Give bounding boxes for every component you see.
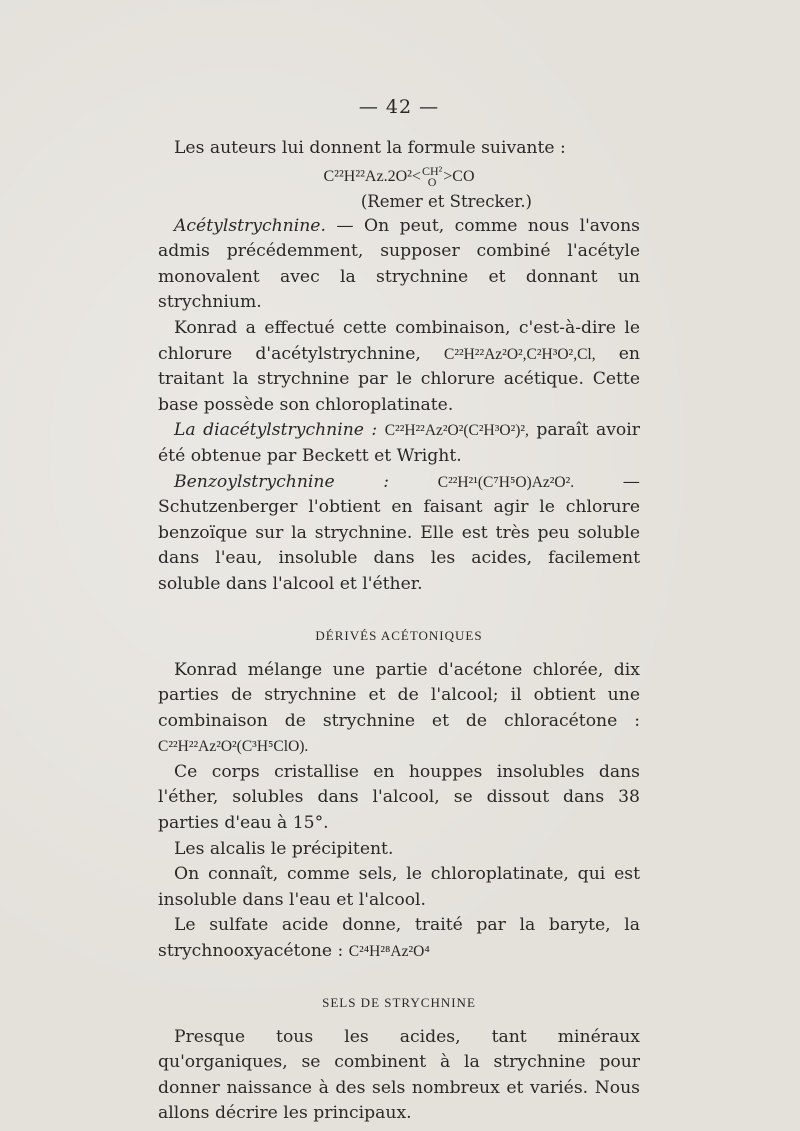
diacetyl-text: paraît avoir été obtenue par Beckett et Wright. [158,420,640,466]
page-content [158,96,640,1127]
structural-formula: C²²H²²Az.2O²<CH² O >CO [323,163,475,189]
konrad-paragraph [158,316,640,418]
oxyacetone-formula: C²⁴H²⁸Az²O⁴ [348,943,430,961]
diacetyl-formula: C²²H²²Az²O²(C²H³O²)², [384,422,529,440]
acetone-text-1: Konrad mélange une partie d'acétone chlorée, dix parties de strychnine et de l'alcool; il obtient une combinaison de strychnine et de chloracétone : [158,659,640,731]
acetone-paragraph-3: Les alcalis le précipitent. [174,838,394,859]
formula-ring-top: CH² [421,163,443,178]
benzoyl-text: — Schutzenberger l'obtient en faisant agir le chlorure benzoïque sur la strychnine. Elle est très peu soluble dans l'eau, insoluble dans les acides, facilement soluble dans l'alcool et l'éther. [158,471,640,594]
acetone-paragraph-4: On connaît, comme sels, le chloroplatinate, qui est insoluble dans l'eau et l'alcool. [158,864,640,910]
diacetyl-title: La diacétylstrychnine : [174,420,378,441]
formula-attribution: (Remer et Strecker.) [360,191,532,211]
acetone-paragraph-1 [158,658,640,760]
acetone-paragraph-5 [158,913,640,964]
formula-ring-bottom: O [427,174,437,189]
chloracetone-formula: C²²H²²Az²O²(C³H⁵ClO). [158,738,309,756]
benzoyl-title: Benzoylstrychnine : [174,471,390,492]
acetyl-text-2b: en traitant la strychnine par le chlorure acétique. Cette base possède son chloroplatinate. [158,343,640,415]
sels-paragraph: Presque tous les acides, tant minéraux qu'organiques, se combinent à la strychnine pour donner naissance à des sels nombreux et variés. Nous allons décrire les principaux. [158,1026,640,1124]
formula-ring [421,163,443,189]
acetyl-formula: C²²H²²Az²O²,C²H³O²,Cl, [443,345,596,363]
formula-tail: CO [452,167,475,185]
section-title-sels: SELS DE STRYCHNINE [322,994,476,1010]
intro-text: Les auteurs lui donnent la formule suivante : [174,138,566,158]
diacetyl-paragraph [158,418,640,469]
formula-main: C²²H²²Az.2O² [323,167,412,185]
acetyl-text-1: — On peut, comme nous l'avons admis précédemment, supposer combiné l'acétyle monovalent avec la strychnine et donnant un strychnium. [158,215,640,313]
page-number: — 42 — [358,96,440,118]
acetone-paragraph-2: Ce corps cristallise en houppes insolubles dans l'éther, solubles dans l'alcool, se dissout dans 38 parties d'eau à 15°. [158,761,640,834]
benzoyl-paragraph [158,470,640,598]
acetyl-text-2a: Konrad a effectué cette combinaison, c'est-à-dire le chlorure d'acétylstrychnine, [158,317,640,364]
intro-paragraph [158,136,640,162]
acetyl-title: Acétylstrychnine. [174,215,326,236]
acetyl-paragraph [158,214,640,316]
section-title-acetoniques: DÉRIVÉS ACÉTONIQUES [315,627,483,643]
acetone-text-5: Le sulfate acide donne, traité par la baryte, la strychnooxyacétone : [158,915,640,962]
benzoyl-formula: C²²H²¹(C⁷H⁵O)Az²O². [437,473,575,491]
